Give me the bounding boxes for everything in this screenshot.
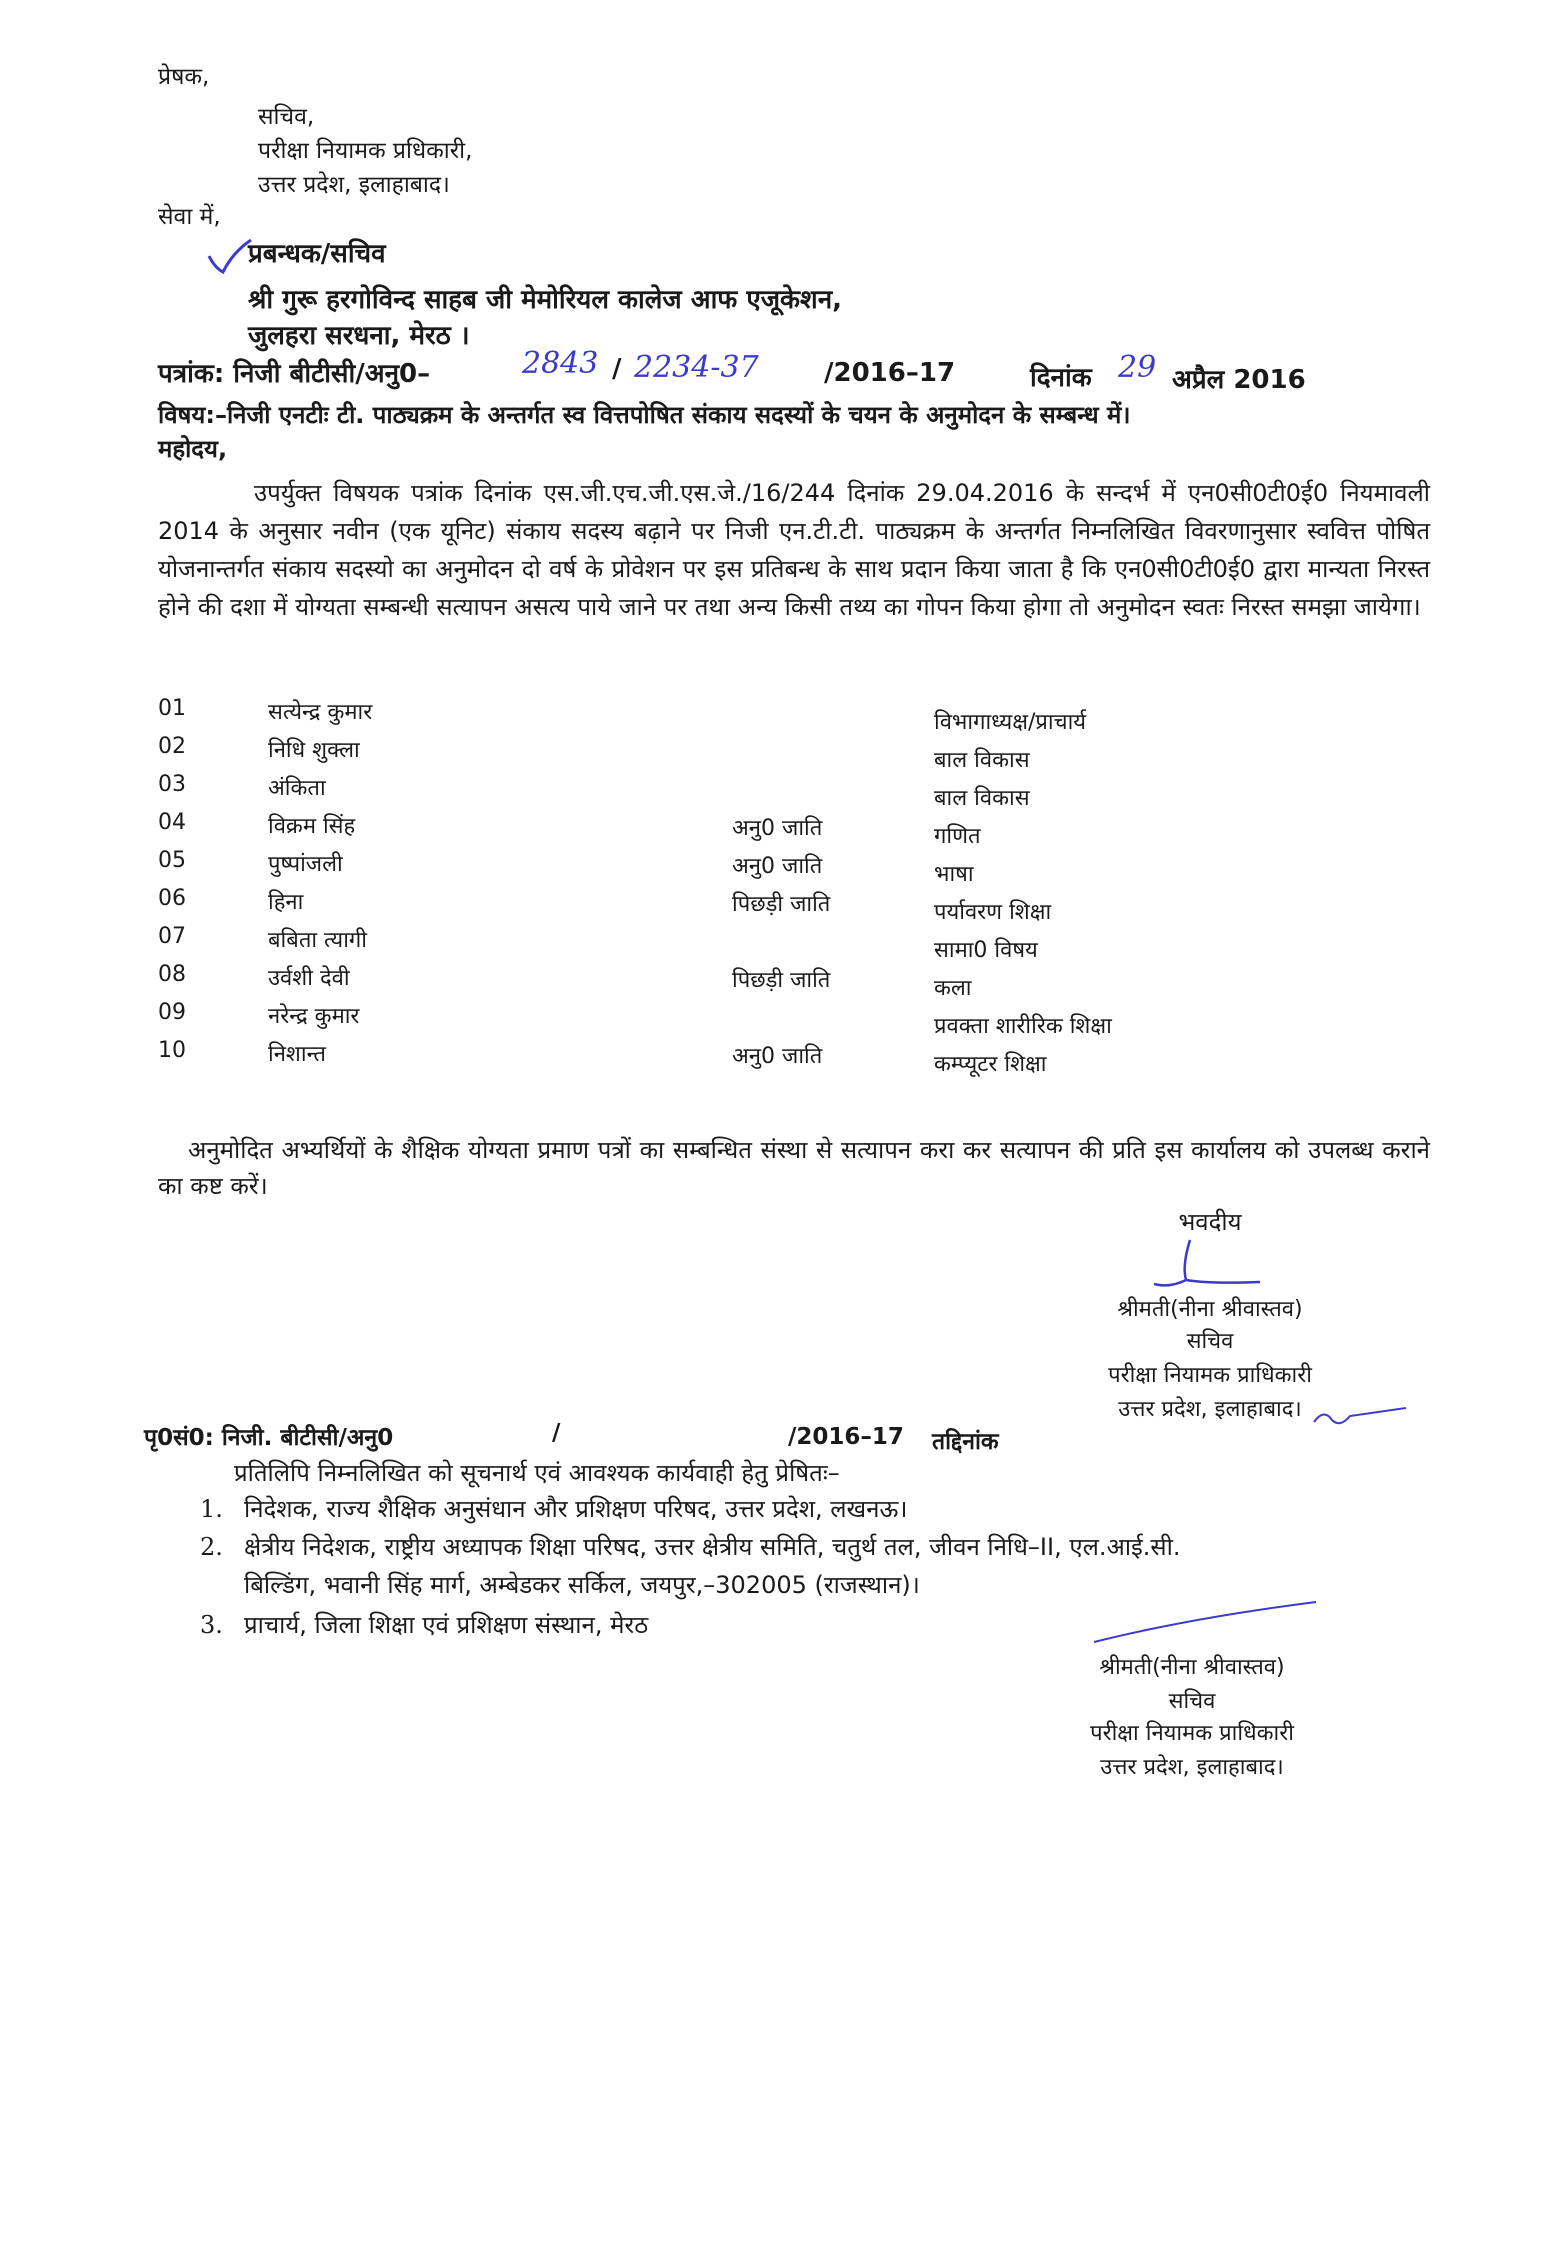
- closing: भवदीय: [1178, 1208, 1242, 1236]
- signature-scribble-2: [1090, 1598, 1320, 1648]
- member-subject: विभागाध्यक्ष/प्राचार्य: [934, 710, 1087, 735]
- reference-prefix: पत्रांक: निजी बीटीसी/अनु0–: [158, 359, 431, 389]
- signature2-title: सचिव: [1168, 1689, 1216, 1714]
- member-category: अनु0 जाति: [732, 854, 823, 879]
- member-subject: प्रवक्ता शारीरिक शिक्षा: [934, 1014, 1112, 1039]
- member-subject: बाल विकास: [934, 786, 1030, 811]
- subject-line: विषय:–निजी एनटीः टी. पाठ्यक्रम के अन्तर्गत स्व वित्तपोषित संकाय सदस्यों के चयन के अनुमोदन के सम्बन्ध में।: [158, 401, 1131, 429]
- member-subject: कला: [934, 976, 972, 1001]
- member-subject: गणित: [934, 824, 981, 849]
- member-subject: बाल विकास: [934, 748, 1030, 773]
- initials-scribble: [1310, 1402, 1410, 1432]
- member-number: 03: [158, 772, 186, 797]
- sender-label: प्रेषक,: [158, 64, 210, 90]
- recipient-line3: जुलहरा सरधना, मेरठ ।: [248, 321, 470, 351]
- copy-line2: बिल्डिंग, भवानी सिंह मार्ग, अम्बेडकर सर्किल, जयपुर,–302005 (राजस्थान)।: [244, 1571, 920, 1599]
- verification-paragraph: अनुमोदित अभ्यर्थियों के शैक्षिक योग्यता प्रमाण पत्रों का सम्बन्धित संस्था से सत्यापन करा कर सत्यापन की प्रति इस कार्यालय को उपलब्ध कराने का कष्ट करें।: [158, 1136, 1430, 1200]
- member-category: अनु0 जाति: [732, 816, 823, 841]
- member-number: 02: [158, 734, 186, 759]
- sender-line2: परीक्षा नियामक प्रधिकारी,: [258, 138, 473, 164]
- body-paragraph: उपर्युक्त विषयक पत्रांक दिनांक एस.जी.एच.जी.एस.जे./16/244 दिनांक 29.04.2016 के सन्दर्भ में एन0सी0टी0ई0 नियमावली 2014 के अनुसार नवीन (एक यूनिट) संकाय सदस्य बढ़ाने पर निजी एन.टी.टी. पाठ्यक्रम के अन्तर्गत निम्नलिखित विवरणानुसार स्ववित्त पोषित योजनान्तर्गत संकाय सदस्यो का अनुमोदन दो वर्ष के प्रोवेशन पर इस प्रतिबन्ध के साथ प्रदान किया जाता है कि एन0सी0टी0ई0 द्वारा मान्यता निरस्त होने की दशा में योग्यता सम्बन्धी सत्यापन असत्य पाये जाने पर तथा अन्य किसी तथ्य का गोपन किया होगा तो अनुमोदन स्वतः निरस्त समझा जायेगा।: [158, 479, 1430, 621]
- handwritten-dispatch-range: 2234-37: [634, 350, 759, 385]
- recipient-line1: प्रबन्धक/सचिव: [248, 239, 386, 269]
- signature1-title: सचिव: [1186, 1329, 1234, 1354]
- copy-ref-year: /2016–17: [788, 1424, 904, 1450]
- member-number: 05: [158, 848, 186, 873]
- member-name: उर्वशी देवी: [268, 966, 350, 991]
- recipient-line2: श्री गुरू हरगोविन्द साहब जी मेमोरियल कालेज आफ एजूकेशन,: [248, 285, 842, 315]
- member-name: नरेन्द्र कुमार: [268, 1004, 360, 1029]
- sender-line1: सचिव,: [258, 104, 315, 130]
- member-number: 10: [158, 1038, 186, 1063]
- signature1-office: परीक्षा नियामक प्राधिकारी: [1108, 1363, 1312, 1388]
- member-name: हिना: [268, 890, 304, 915]
- member-row: [158, 962, 1208, 1000]
- copy-number: 3.: [200, 1611, 223, 1639]
- member-row: [158, 772, 1208, 810]
- handwritten-letter-number: 2843: [522, 346, 599, 381]
- copy-ref-prefix: पृ0सं0: निजी. बीटीसी/अनु0: [144, 1425, 394, 1451]
- member-name: पुष्पांजली: [268, 852, 343, 877]
- copy-ref-date: तद्दिनांक: [932, 1429, 999, 1455]
- member-name: निधि शुक्ला: [268, 738, 360, 763]
- handwritten-day: 29: [1118, 350, 1157, 385]
- member-subject: पर्यावरण शिक्षा: [934, 900, 1052, 925]
- member-name: विक्रम सिंह: [268, 814, 356, 839]
- member-subject: सामा0 विषय: [934, 938, 1038, 963]
- member-subject: कम्प्यूटर शिक्षा: [934, 1052, 1047, 1077]
- member-subject: भाषा: [934, 862, 974, 887]
- member-row: [158, 848, 1208, 886]
- member-category: अनु0 जाति: [732, 1044, 823, 1069]
- signature2-place: उत्तर प्रदेश, इलाहाबाद।: [1100, 1755, 1284, 1780]
- date-label: दिनांक: [1030, 363, 1092, 393]
- copy-ref-slash: /: [552, 1420, 561, 1446]
- member-number: 01: [158, 696, 186, 721]
- copy-number: 1.: [200, 1495, 223, 1523]
- copy-number: 2.: [200, 1533, 223, 1561]
- recipient-label: सेवा में,: [158, 204, 221, 230]
- signature1-place: उत्तर प्रदेश, इलाहाबाद।: [1118, 1397, 1302, 1422]
- member-name: निशान्त: [268, 1042, 326, 1067]
- copy-intro: प्रतिलिपि निम्नलिखित को सूचनार्थ एवं आवश्यक कार्यवाही हेतु प्रेषितः–: [234, 1459, 840, 1487]
- member-number: 09: [158, 1000, 186, 1025]
- member-row: [158, 696, 1208, 734]
- member-number: 07: [158, 924, 186, 949]
- copy-line1: क्षेत्रीय निदेशक, राष्ट्रीय अध्यापक शिक्षा परिषद, उत्तर क्षेत्रीय समिति, चतुर्थ तल, जीवन निधि–II, एल.आई.सी.: [244, 1533, 1181, 1561]
- sender-line3: उत्तर प्रदेश, इलाहाबाद।: [258, 172, 450, 198]
- member-row: [158, 924, 1208, 962]
- member-number: 04: [158, 810, 186, 835]
- copy-line1: प्राचार्य, जिला शिक्षा एवं प्रशिक्षण संस्थान, मेरठ: [244, 1611, 649, 1639]
- member-name: सत्येन्द्र कुमार: [268, 700, 373, 725]
- member-category: पिछड़ी जाति: [732, 968, 831, 993]
- signature2-office: परीक्षा नियामक प्राधिकारी: [1090, 1721, 1294, 1746]
- member-number: 08: [158, 962, 186, 987]
- member-row: [158, 1038, 1208, 1076]
- member-row: [158, 1000, 1208, 1038]
- date-month-year: अप्रैल 2016: [1172, 365, 1306, 395]
- member-row: [158, 886, 1208, 924]
- member-name: अंकिता: [268, 776, 326, 801]
- signature-scribble-1: [1150, 1236, 1290, 1294]
- reference-separator: /: [612, 354, 622, 384]
- signature2-name: श्रीमती(नीना श्रीवास्तव): [1099, 1655, 1285, 1680]
- member-name: बबिता त्यागी: [268, 928, 367, 953]
- member-number: 06: [158, 886, 186, 911]
- signature1-name: श्रीमती(नीना श्रीवास्तव): [1117, 1297, 1303, 1322]
- reference-year: /2016–17: [824, 358, 956, 388]
- member-row: [158, 810, 1208, 848]
- salutation: महोदय,: [158, 435, 228, 463]
- member-category: पिछड़ी जाति: [732, 892, 831, 917]
- copy-line1: निदेशक, राज्य शैक्षिक अनुसंधान और प्रशिक्षण परिषद, उत्तर प्रदेश, लखनऊ।: [244, 1495, 908, 1523]
- member-row: [158, 734, 1208, 772]
